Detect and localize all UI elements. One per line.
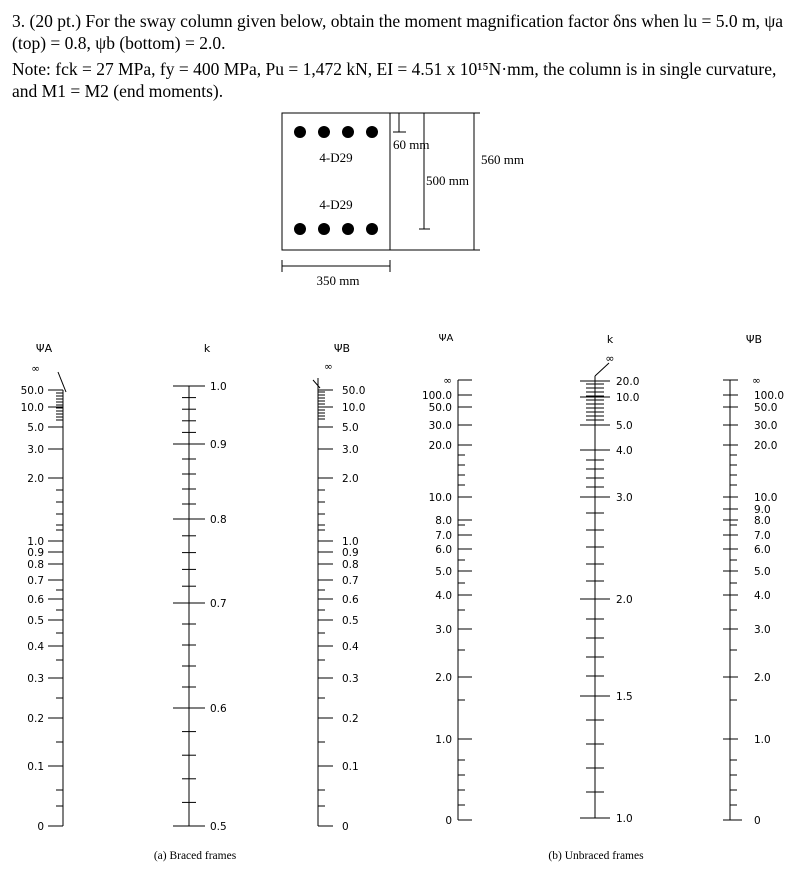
psi-b-label: 9.0 [754,504,771,516]
psi-a-label: 6.0 [435,544,452,556]
effective-depth-dimension: 500 mm [426,173,469,188]
psi-b-label: 6.0 [754,544,771,556]
k-label: 1.0 [616,813,633,825]
psi-a-label: 7.0 [435,530,452,542]
psi-a-label: 1.0 [435,734,452,746]
psi-a-label: ∞ [443,375,452,387]
psi-b-label: 0.9 [342,547,359,559]
psi-a-label: 0.5 [27,615,44,627]
bottom-bars-label: 4-D29 [319,197,353,212]
psi-b-label: 30.0 [754,420,778,432]
psi-a-label: 4.0 [435,590,452,602]
psi-a-label: 5.0 [27,422,44,434]
psi-a-label: 10.0 [20,402,44,414]
psi-b-label: 3.0 [342,444,359,456]
psi-b-infinity-stroke [313,380,320,388]
k-label: 0.9 [210,439,227,451]
psi-a-label: 100.0 [421,390,452,402]
psi-b-label: 0.8 [342,559,359,571]
psi-b-label: ∞ [752,375,761,387]
psi-b-label: 5.0 [754,566,771,578]
psi-b-label: 0 [754,815,761,827]
psi-a-label: 0.9 [27,547,44,559]
k-label: 4.0 [616,445,633,457]
k-label: 20.0 [616,376,640,388]
psi-a-label: 0 [445,815,452,827]
k-label: 1.0 [210,381,227,393]
header-psi-a-unbraced: ΨA [438,333,454,344]
psi-b-label: 0.4 [342,641,359,653]
k-label: 10.0 [616,392,640,404]
caption-unbraced: (b) Unbraced frames [548,850,644,862]
width-dimension: 350 mm [316,273,360,288]
k-label: 0.5 [210,821,227,833]
k-label: 2.0 [616,594,633,606]
psi-a-label: 20.0 [428,440,452,452]
psi-a-label: 0 [37,821,44,833]
psi-a-label: 0.2 [27,713,44,725]
psi-a-label: 50.0 [20,385,44,397]
psi-b-label: 0.2 [342,713,359,725]
header-k-unbraced: k [606,333,614,346]
problem-note: Note: fck = 27 MPa, fy = 400 MPa, Pu = 1,472 kN, EI = 4.51 x 10¹⁵N·mm, the column is in single curvature, and M1 = M2 (end moments). [12,59,777,101]
psi-b-label: 0 [342,821,349,833]
k-label: 5.0 [616,420,633,432]
psi-b-label: 20.0 [754,440,778,452]
psi-b-label: 0.6 [342,594,359,606]
psi-a-label: 3.0 [27,444,44,456]
psi-b-label: 0.5 [342,615,359,627]
psi-b-label: 8.0 [754,515,771,527]
header-psi-b-braced: ΨB [333,342,351,355]
k-label: 0.7 [210,598,227,610]
header-psi-b-unbraced: ΨB [745,333,763,346]
psi-b-label: 10.0 [754,492,778,504]
psi-b-label: 2.0 [342,473,359,485]
k-label: 0.6 [210,703,227,715]
psi-b-label: 100.0 [754,390,785,402]
cover-dimension: 60 mm [393,137,430,152]
psi-a-label: 0.8 [27,559,44,571]
psi-b-label: ∞ [324,361,333,373]
psi-b-label: 1.0 [754,734,771,746]
top-bars-label: 4-D29 [319,150,353,165]
psi-a-label: 10.0 [428,492,452,504]
psi-a-label: 0.1 [27,761,44,773]
psi-b-label: 5.0 [342,422,359,434]
k-label: 0.8 [210,514,227,526]
psi-a-label: 30.0 [428,420,452,432]
psi-b-label: 7.0 [754,530,771,542]
header-psi-a-braced: ΨA [35,342,53,355]
psi-b-label: 0.3 [342,673,359,685]
psi-a-infinity-stroke [58,372,66,392]
psi-b-label: 10.0 [342,402,366,414]
psi-a-label: 1.0 [27,536,44,548]
psi-b-label: 1.0 [342,536,359,548]
psi-a-label: 0.3 [27,673,44,685]
psi-a-label: 0.4 [27,641,44,653]
psi-a-label: 50.0 [428,402,452,414]
problem-points: (20 pt.) [29,11,82,31]
psi-a-label: 5.0 [435,566,452,578]
k-label: 1.5 [616,691,633,703]
height-dimension: 560 mm [481,152,524,167]
psi-b-label: 50.0 [754,402,778,414]
psi-a-label: 0.6 [27,594,44,606]
k-label: 3.0 [616,492,633,504]
psi-a-label: 2.0 [435,672,452,684]
psi-b-label: 2.0 [754,672,771,684]
psi-b-label: 4.0 [754,590,771,602]
header-k-braced: k [203,342,211,355]
caption-braced: (a) Braced frames [153,850,237,862]
k-label: ∞ [605,352,615,365]
problem-text: For the sway column given below, obtain the moment magnification factor δns when lu = 5.0 m, ψa (top) = 0.8, ψb (bottom) = 2.0. [12,11,784,53]
psi-b-label: 0.1 [342,761,359,773]
psi-a-label: 8.0 [435,515,452,527]
problem-number: 3. [12,11,26,31]
psi-a-label: 3.0 [435,624,452,636]
psi-b-label: 0.7 [342,575,359,587]
psi-b-label: 50.0 [342,385,366,397]
psi-b-label: 3.0 [754,624,771,636]
psi-a-label: ∞ [31,363,40,375]
psi-a-label: 2.0 [27,473,44,485]
psi-a-label: 0.7 [27,575,44,587]
